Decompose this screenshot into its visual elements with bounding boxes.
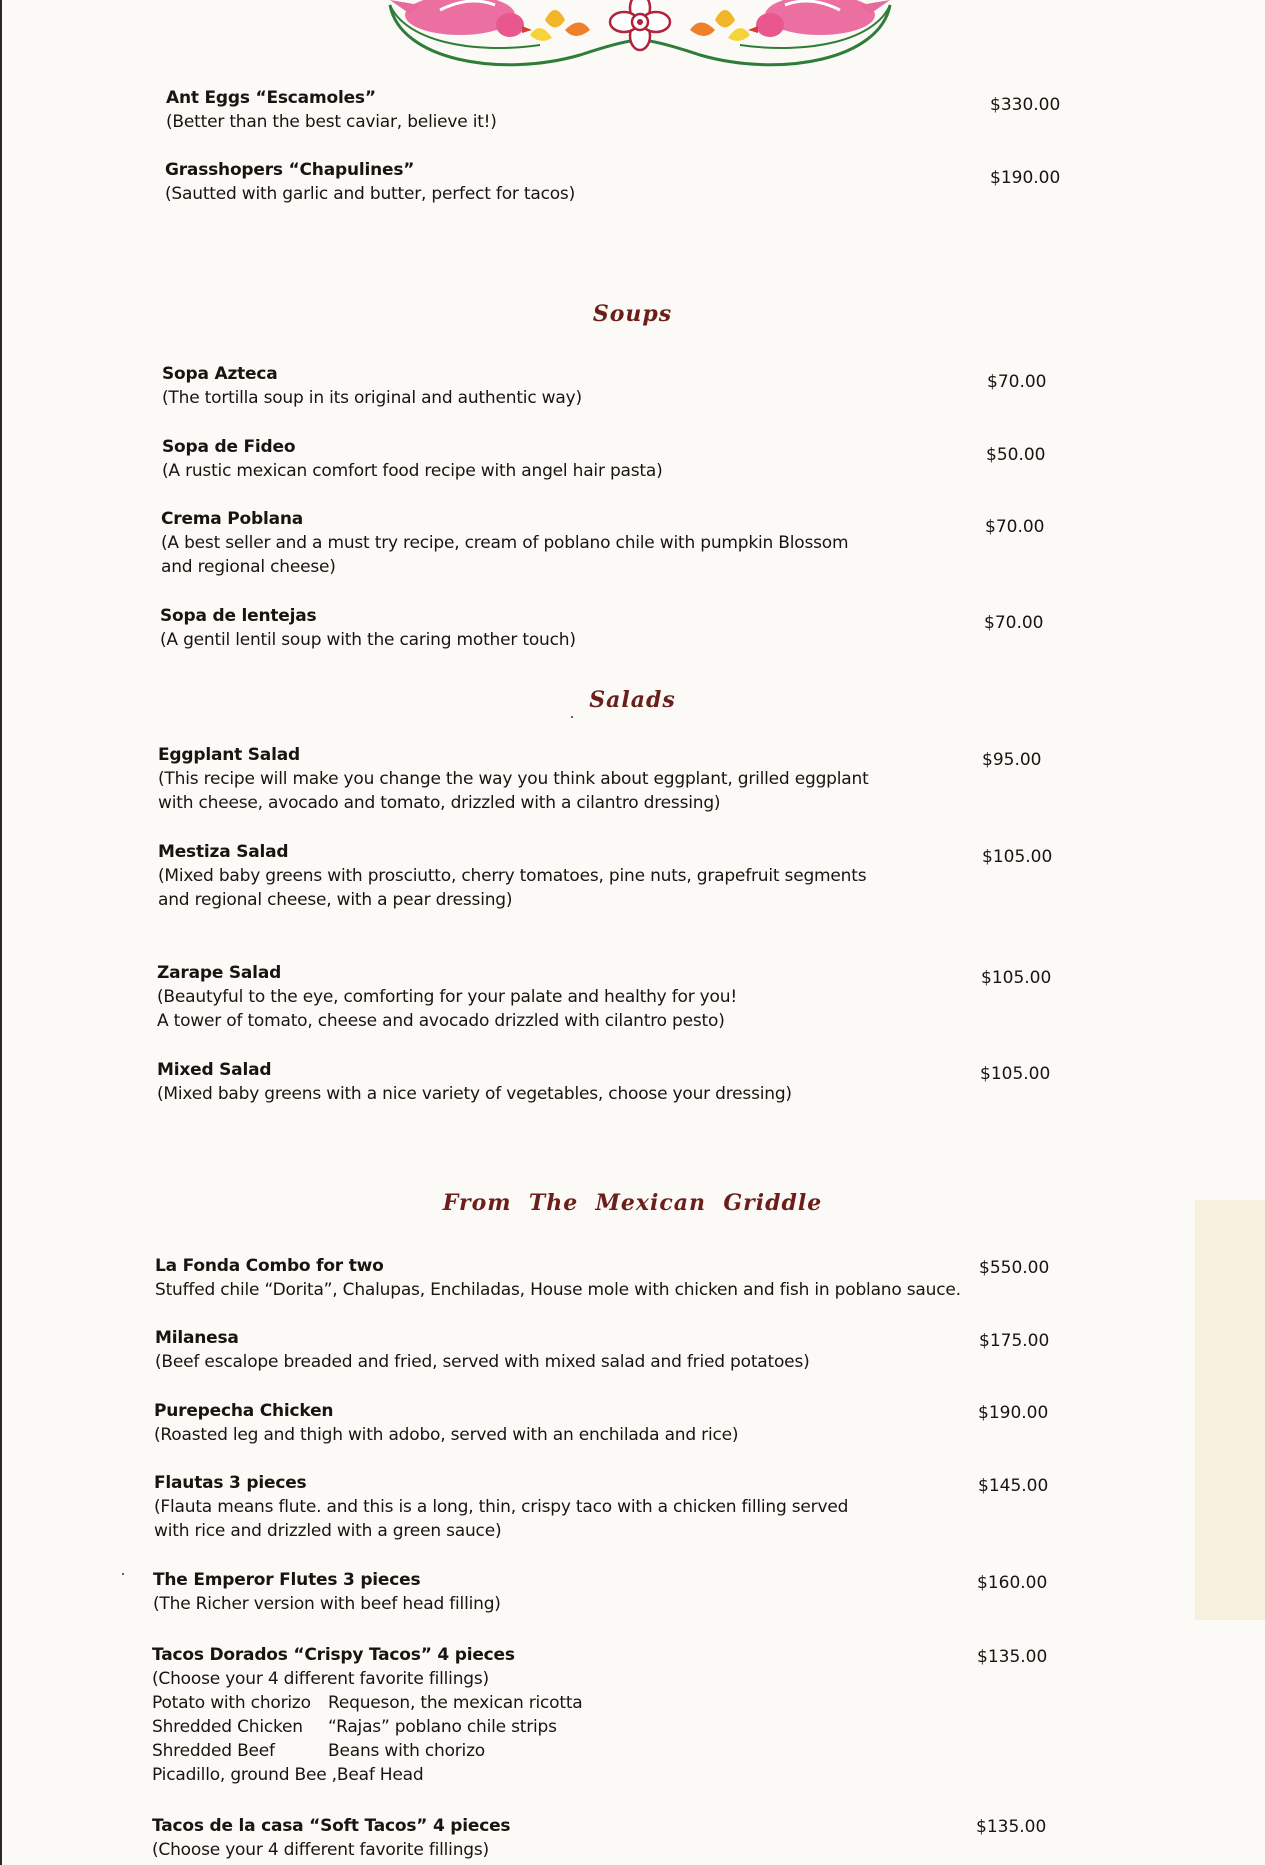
item-name: Sopa de Fideo	[162, 437, 296, 457]
section-title-soups: Soups	[592, 301, 673, 327]
item-description: (A gentil lentil soup with the caring mother touch)	[160, 630, 576, 650]
page-left-edge	[0, 0, 2, 1865]
filling-option: “Rajas” poblano chile strips	[328, 1717, 557, 1737]
item-description: (Beef escalope breaded and fried, served with mixed salad and fried potatoes)	[155, 1352, 810, 1372]
item-description: (Better than the best caviar, believe it!)	[166, 112, 497, 132]
item-price: $70.00	[987, 372, 1047, 392]
item-price: $105.00	[981, 968, 1052, 988]
item-description: (The tortilla soup in its original and authentic way)	[162, 388, 582, 408]
item-price: $105.00	[980, 1064, 1051, 1084]
item-name: Tacos Dorados “Crispy Tacos” 4 pieces	[152, 1645, 515, 1665]
section-title-griddle: From The Mexican Griddle	[442, 1190, 823, 1216]
menu-item-sopa-de-lentejas	[160, 604, 576, 652]
item-price: $145.00	[978, 1476, 1049, 1496]
item-price: $70.00	[985, 517, 1045, 537]
item-name: Flautas 3 pieces	[154, 1473, 307, 1493]
item-price: $175.00	[979, 1331, 1050, 1351]
item-price: $330.00	[990, 95, 1061, 115]
menu-item-mestiza-salad	[158, 840, 866, 912]
menu-item-sopa-de-fideo	[162, 435, 663, 483]
item-description-cont: A tower of tomato, cheese and avocado drizzled with cilantro pesto)	[157, 1011, 725, 1031]
menu-item-tacos-dorados	[152, 1643, 583, 1787]
filling-option: Beans with chorizo	[328, 1741, 486, 1761]
item-name: Zarape Salad	[157, 963, 282, 983]
menu-item-milanesa	[155, 1326, 810, 1374]
speck	[571, 716, 573, 718]
filling-option: Potato with chorizo	[152, 1693, 311, 1713]
menu-item-tacos-de-la-casa	[152, 1814, 510, 1862]
leaves-left-icon	[530, 10, 590, 41]
speck	[122, 1573, 124, 1575]
item-description: (Roasted leg and thigh with adobo, served with an enchilada and rice)	[154, 1425, 739, 1445]
filling-row	[152, 1691, 583, 1715]
item-name: Mixed Salad	[157, 1060, 272, 1080]
item-description: (A best seller and a must try recipe, cream of poblano chile with pumpkin Blossom	[161, 533, 849, 553]
floral-birds-ornament	[380, 0, 900, 80]
filling-row	[152, 1715, 583, 1739]
leaves-right-icon	[690, 10, 750, 41]
section-title-salads: Salads	[589, 687, 676, 713]
page-shade	[1195, 1200, 1265, 1620]
item-name: Grasshopers “Chapulines”	[165, 160, 415, 180]
item-price: $135.00	[977, 1647, 1048, 1667]
item-name: Sopa Azteca	[162, 364, 278, 384]
item-description: (Sautted with garlic and butter, perfect for tacos)	[165, 184, 576, 204]
bird-right-icon	[748, 0, 890, 37]
item-price: $135.00	[976, 1817, 1047, 1837]
menu-item-chapulines	[165, 158, 575, 206]
item-description-cont: and regional cheese, with a pear dressing)	[158, 890, 513, 910]
menu-item-zarape-salad	[157, 961, 737, 1033]
filling-option: Requeson, the mexican ricotta	[328, 1693, 583, 1713]
item-name: Eggplant Salad	[158, 745, 300, 765]
item-name: Mestiza Salad	[158, 842, 289, 862]
item-price: $70.00	[984, 613, 1044, 633]
filling-row	[152, 1739, 583, 1763]
filling-option: Picadillo, ground Bee ,Beaf Head	[152, 1765, 424, 1785]
item-name: Milanesa	[155, 1328, 239, 1348]
menu-item-emperor-flutes	[153, 1568, 501, 1616]
menu-item-purepecha-chicken	[154, 1399, 738, 1447]
item-name: Ant Eggs “Escamoles”	[166, 88, 376, 108]
item-name: Sopa de lentejas	[160, 606, 317, 626]
item-description-cont: and regional cheese)	[161, 557, 336, 577]
menu-item-mixed-salad	[157, 1058, 792, 1106]
filling-option: Shredded Chicken	[152, 1717, 303, 1737]
item-description: (Mixed baby greens with prosciutto, cherry tomatoes, pine nuts, grapefruit segments	[158, 866, 867, 886]
item-description-cont: with cheese, avocado and tomato, drizzled with a cilantro dressing)	[158, 793, 721, 813]
menu-item-sopa-azteca	[162, 362, 582, 410]
bird-left-icon	[390, 0, 532, 37]
item-description: (Flauta means flute. and this is a long, thin, crispy taco with a chicken filling served	[154, 1497, 849, 1517]
menu-item-flautas	[154, 1471, 848, 1543]
item-price: $50.00	[986, 445, 1046, 465]
item-price: $105.00	[982, 847, 1053, 867]
item-description: (Beautyful to the eye, comforting for your palate and healthy for you!	[157, 987, 737, 1007]
item-price: $550.00	[979, 1258, 1050, 1278]
item-name: The Emperor Flutes 3 pieces	[153, 1570, 421, 1590]
menu-item-escamoles	[166, 86, 497, 134]
item-price: $190.00	[978, 1403, 1049, 1423]
item-description: Stuffed chile “Dorita”, Chalupas, Enchiladas, House mole with chicken and fish in poblano sauce.	[155, 1280, 961, 1300]
item-description: (Choose your 4 different favorite fillings)	[152, 1840, 489, 1860]
menu-item-eggplant-salad	[158, 743, 869, 815]
filling-option: Shredded Beef	[152, 1741, 275, 1761]
item-name: Purepecha Chicken	[154, 1401, 334, 1421]
item-price: $95.00	[982, 750, 1042, 770]
item-description-cont: with rice and drizzled with a green sauce)	[154, 1521, 502, 1541]
item-description: (Mixed baby greens with a nice variety of vegetables, choose your dressing)	[157, 1084, 792, 1104]
menu-item-la-fonda-combo	[155, 1254, 961, 1302]
menu-item-crema-poblana	[161, 507, 848, 579]
item-description: (Choose your 4 different favorite fillings)	[152, 1669, 489, 1689]
item-name: Tacos de la casa “Soft Tacos” 4 pieces	[152, 1816, 511, 1836]
item-name: Crema Poblana	[161, 509, 304, 529]
item-description: (The Richer version with beef head filling)	[153, 1594, 501, 1614]
item-price: $160.00	[977, 1573, 1048, 1593]
item-description: (This recipe will make you change the way you think about eggplant, grilled eggplant	[158, 769, 869, 789]
item-description: (A rustic mexican comfort food recipe with angel hair pasta)	[162, 461, 663, 481]
item-name: La Fonda Combo for two	[155, 1256, 384, 1276]
item-price: $190.00	[990, 168, 1061, 188]
